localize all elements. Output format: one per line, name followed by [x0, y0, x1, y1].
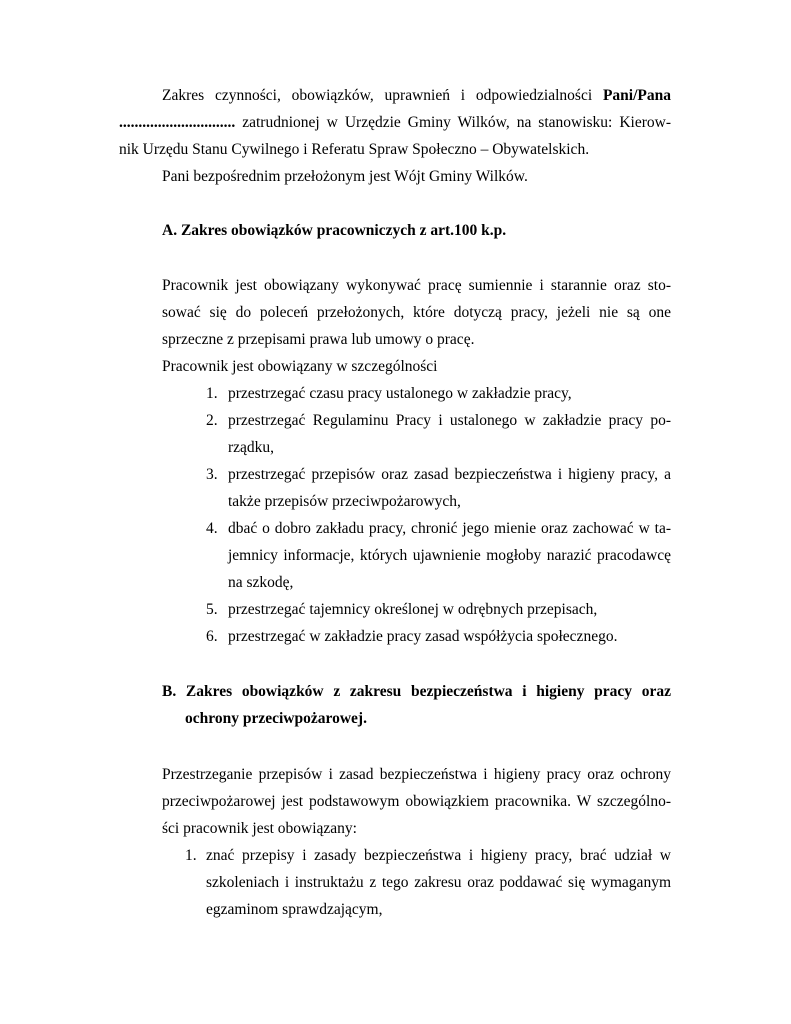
list-item-number: 6.: [206, 628, 218, 645]
list-item-text: przestrzegać czasu pracy ustalonego w zakładzie pracy,: [228, 385, 572, 402]
list-item-number: 1.: [185, 847, 197, 864]
intro-line-2-text: zatrudnionej w Urzędzie Gminy Wilków, na stanowisku: Kierow-: [235, 114, 671, 131]
list-item-text: także przepisów przeciwpożarowych,: [228, 493, 461, 510]
list-item-text: przestrzegać tajemnicy określonej w odrębnych przepisach,: [228, 601, 598, 618]
section-b-para-line: przeciwpożarowej jest podstawowym obowiązkiem pracownika. W szczególno-: [162, 793, 671, 810]
list-item-text: rządku,: [228, 439, 275, 456]
intro-line-2: [119, 113, 671, 133]
section-a-para-line: sprzeczne z przepisami prawa lub umowy o pracę.: [162, 331, 475, 348]
list-item-text: egzaminom sprawdzającym,: [206, 901, 383, 918]
name-placeholder-dots: ..............................: [119, 114, 236, 131]
list-item-text: znać przepisy i zasady bezpieczeństwa i higieny pracy, brać udział w: [206, 847, 671, 864]
intro-line-3: nik Urzędu Stanu Cywilnego i Referatu Spraw Społeczno – Obywatelskich.: [119, 141, 590, 158]
section-a-heading: A. Zakres obowiązków pracowniczych z art.100 k.p.: [162, 222, 507, 239]
list-item-text: na szkodę,: [228, 574, 294, 591]
section-b-heading: B. Zakres obowiązków z zakresu bezpieczeństwa i higieny pracy oraz: [162, 683, 671, 700]
section-b-para-line: Przestrzeganie przepisów i zasad bezpieczeństwa i higieny pracy oraz ochrony: [162, 766, 671, 783]
intro-line-4: Pani bezpośrednim przełożonym jest Wójt Gminy Wilków.: [162, 168, 528, 185]
section-a-para-line: sować się do poleceń przełożonych, które dotyczą pracy, jeżeli nie są one: [162, 304, 671, 321]
list-item-text: dbać o dobro zakładu pracy, chronić jego mienie oraz zachować w ta-: [228, 520, 671, 537]
list-item-text: przestrzegać przepisów oraz zasad bezpieczeństwa i higieny pracy, a: [228, 466, 671, 483]
intro-line-1: [162, 86, 671, 106]
list-item-text: przestrzegać Regulaminu Pracy i ustalonego w zakładzie pracy po-: [228, 412, 671, 429]
list-item-text: szkoleniach i instruktażu z tego zakresu oraz poddawać się wymaganym: [206, 874, 671, 891]
list-item-text: przestrzegać w zakładzie pracy zasad współżycia społecznego.: [228, 628, 618, 645]
intro-text: Zakres czynności, obowiązków, uprawnień i odpowiedzialności: [162, 87, 603, 104]
list-item-number: 3.: [206, 466, 218, 483]
list-item-number: 5.: [206, 601, 218, 618]
section-b-para-line: ści pracownik jest obowiązany:: [162, 820, 357, 837]
list-item-number: 1.: [206, 385, 218, 402]
list-item-number: 4.: [206, 520, 218, 537]
list-item-number: 2.: [206, 412, 218, 429]
intro-bold-name: Pani/Pana: [602, 87, 671, 104]
section-b-heading-cont: ochrony przeciwpożarowej.: [185, 710, 367, 727]
list-item-text: jemnicy informacje, których ujawnienie mogłoby narazić pracodawcę: [228, 547, 671, 564]
section-a-lead: Pracownik jest obowiązany w szczególności: [162, 358, 438, 375]
section-a-para-line: Pracownik jest obowiązany wykonywać pracę sumiennie i starannie oraz sto-: [162, 277, 671, 294]
